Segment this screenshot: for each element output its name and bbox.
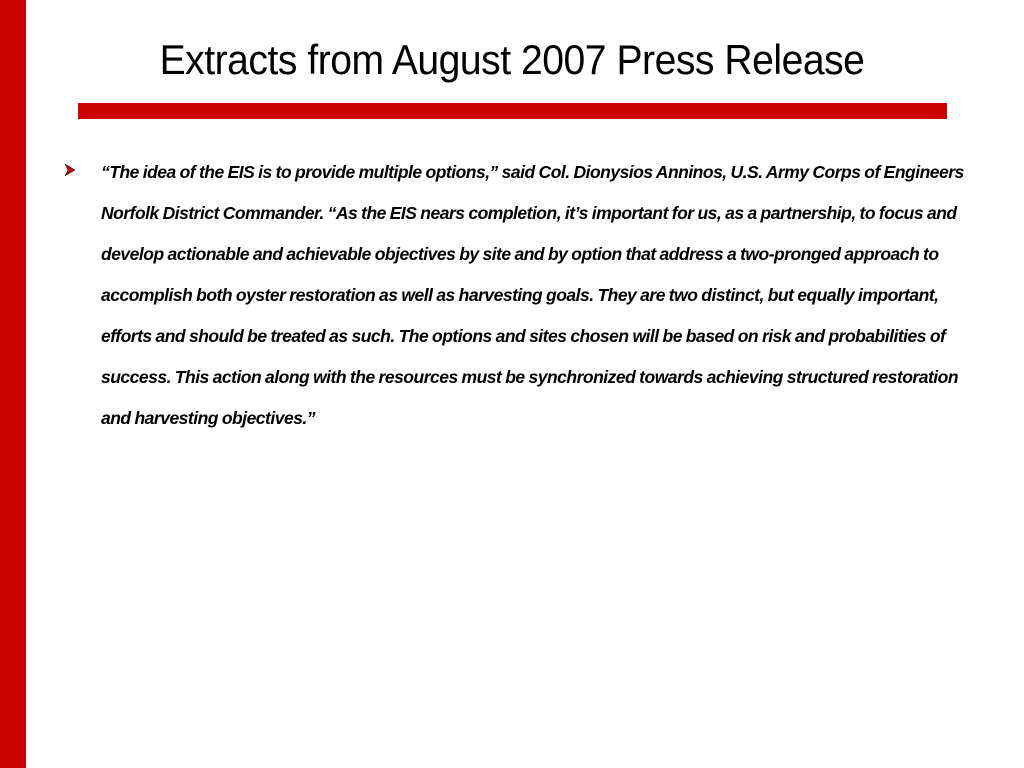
arrow-bullet-icon <box>64 164 76 176</box>
slide-title: Extracts from August 2007 Press Release <box>159 36 865 83</box>
bullet-item <box>64 152 964 439</box>
title-underline-bar <box>78 103 947 119</box>
left-accent-bar <box>0 0 26 768</box>
bullet-text: “The idea of the EIS is to provide multiple options,” said Col. Dionysios Anninos, U.S. Army Corps of Engineers Norfolk District Commander. “As the EIS nears completion, it’s important for us, as a partnership, to focus and develop actionable and achievable objectives by site and by option that address a two-pronged approach to accomplish both oyster restoration as well as harvesting goals. They are two distinct, but equally important, efforts and should be treated as such. The options and sites chosen will be based on risk and probabilities of success. This action along with the resources must be synchronized towards achieving structured restoration and harvesting objectives.” <box>101 162 964 428</box>
slide-content <box>64 152 964 439</box>
